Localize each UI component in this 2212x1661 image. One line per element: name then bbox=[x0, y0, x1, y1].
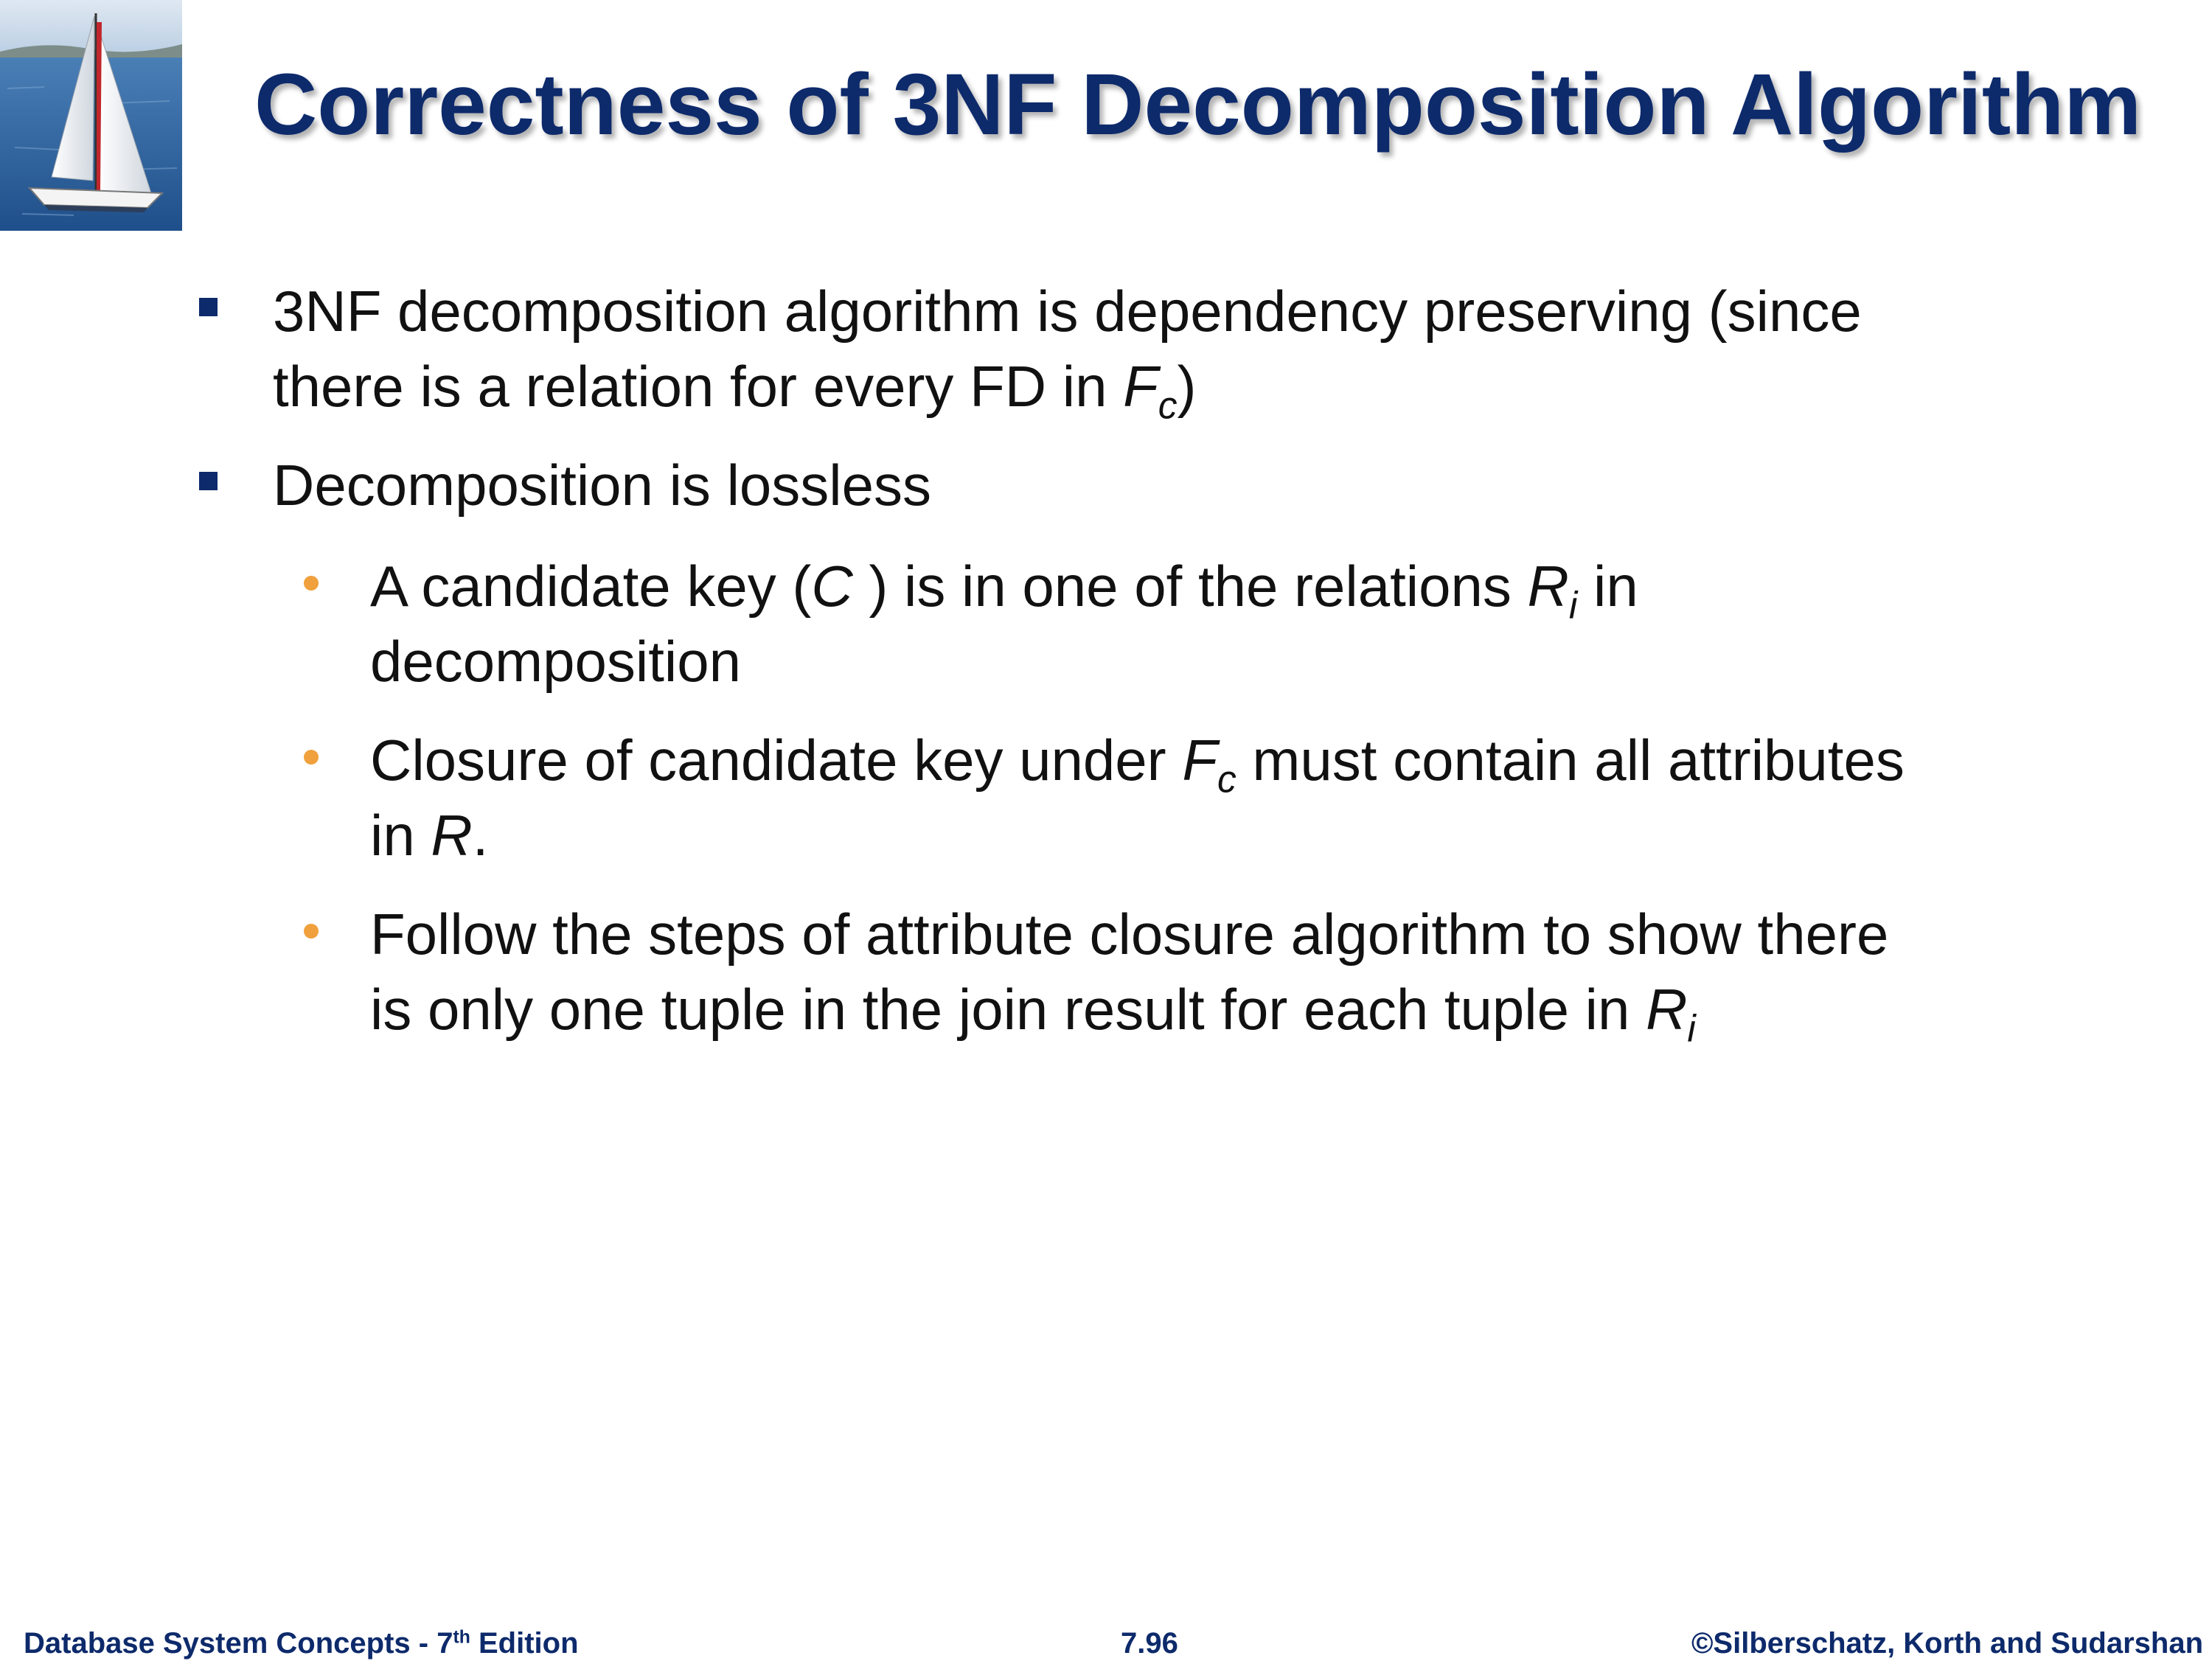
bullet-line: 3NF decomposition algorithm is dependency preserving (since bbox=[273, 279, 1862, 344]
bullet-line: is only one tuple in the join result for each tuple in $R_i$ bbox=[370, 977, 1696, 1050]
sub-bullet-item bbox=[370, 722, 2044, 873]
footer-page-number: 7.96 bbox=[1121, 1627, 1178, 1660]
round-bullet-icon bbox=[304, 750, 319, 765]
bullet-item bbox=[273, 448, 2028, 523]
square-bullet-icon bbox=[199, 472, 218, 490]
footer-copyright: ©Silberschatz, Korth and Sudarshan bbox=[1691, 1627, 2203, 1660]
bullet-line: Follow the steps of attribute closure algorithm to show there bbox=[370, 902, 1889, 967]
square-bullet-icon bbox=[199, 298, 218, 316]
bullet-item bbox=[273, 274, 2028, 427]
bullet-line: A candidate key (C ) is in one of the relations $R_i$ in bbox=[370, 554, 1638, 627]
bullet-line: in R. bbox=[370, 803, 489, 868]
sub-bullet-item bbox=[370, 896, 2044, 1050]
sailboat-logo-image bbox=[0, 0, 182, 231]
bullet-line: decomposition bbox=[370, 629, 741, 694]
round-bullet-icon bbox=[304, 576, 319, 591]
slide-title: Correctness of 3NF Decomposition Algorithm bbox=[254, 56, 2142, 153]
bullet-line: Closure of candidate key under $F_c$ must contain all attributes bbox=[370, 728, 1905, 801]
bullet-line: Decomposition is lossless bbox=[273, 453, 932, 518]
round-bullet-icon bbox=[304, 924, 319, 939]
sub-bullet-item bbox=[370, 549, 2044, 699]
footer-book-title: Database System Concepts - 7th Edition bbox=[24, 1627, 579, 1660]
bullet-line: there is a relation for every FD in $F_c$) bbox=[273, 354, 1197, 427]
